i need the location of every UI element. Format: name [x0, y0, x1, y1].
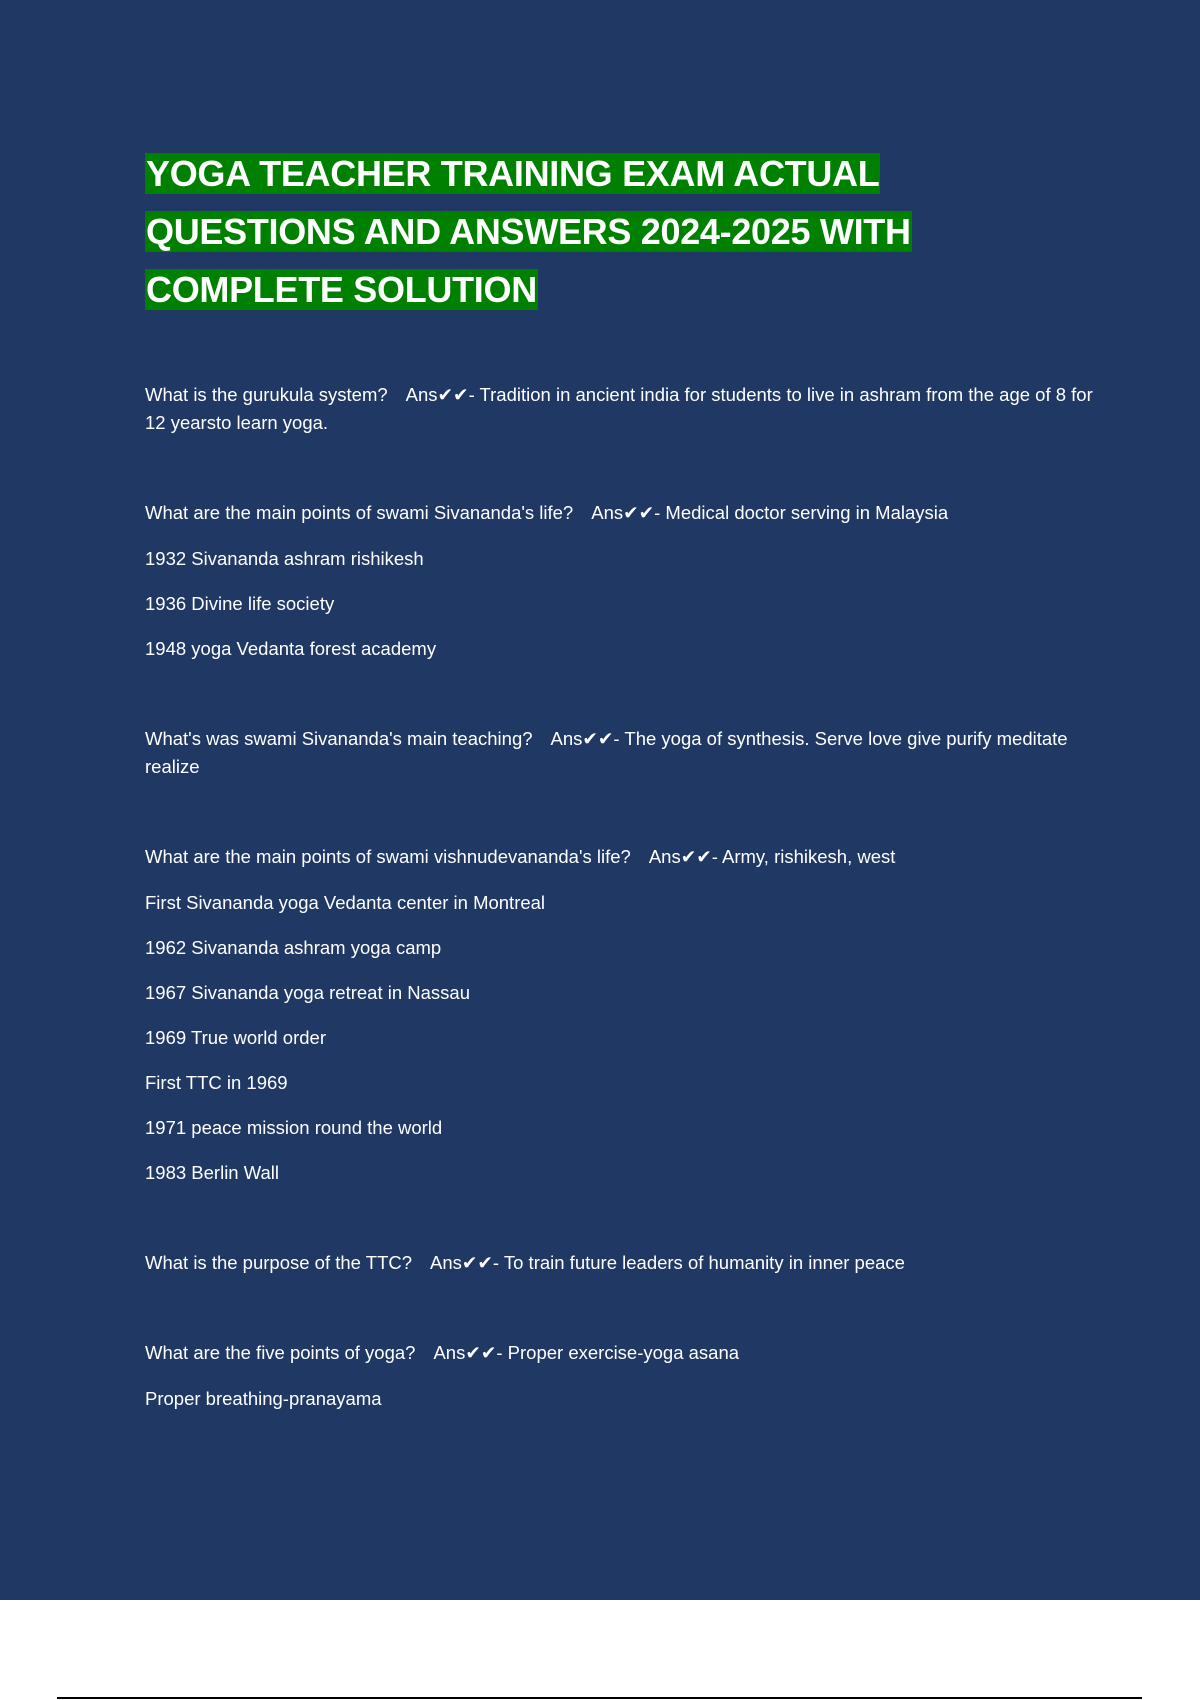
answer-label: Ans✔✔ [433, 1342, 497, 1363]
answer-label: Ans✔✔ [405, 384, 469, 405]
qa-item [145, 499, 1095, 663]
answer-extra-line: First TTC in 1969 [145, 1072, 288, 1093]
document-title [145, 145, 1095, 319]
qa-list [145, 381, 1095, 1413]
question-text: What are the main points of swami Sivananda's life? [145, 502, 574, 523]
title-line: YOGA TEACHER TRAINING EXAM ACTUAL [146, 153, 880, 194]
qa-item [145, 1249, 1095, 1277]
answer-text: - Tradition in ancient india for students to live in ashram from the age of 8 for 12 yearsto learn yoga. [145, 384, 1093, 433]
answer-text: - Medical doctor serving in Malaysia [654, 502, 949, 523]
answer-extra-line: Proper breathing-pranayama [145, 1388, 382, 1409]
question-text: What's was swami Sivananda's main teaching? [145, 728, 533, 749]
answer-extra-line: 1971 peace mission round the world [145, 1117, 443, 1138]
answer-text: - Army, rishikesh, west [711, 846, 896, 867]
answer-extra-line: 1967 Sivananda yoga retreat in Nassau [145, 982, 470, 1003]
answer-extra-line: 1932 Sivananda ashram rishikesh [145, 548, 424, 569]
answer-text: - Proper exercise-yoga asana [496, 1342, 740, 1363]
answer-label: Ans✔✔ [591, 502, 655, 523]
question-text: What is the purpose of the TTC? [145, 1252, 413, 1273]
document-content [145, 145, 1095, 1475]
title-line: QUESTIONS AND ANSWERS 2024-2025 WITH [146, 211, 911, 252]
answer-text: - To train future leaders of humanity in inner peace [492, 1252, 905, 1273]
question-text: What is the gurukula system? [145, 384, 388, 405]
answer-extra-lines [145, 1385, 1095, 1413]
answer-extra-lines [145, 545, 1095, 663]
answer-extra-line: 1962 Sivananda ashram yoga camp [145, 937, 442, 958]
answer-text: - The yoga of synthesis. Serve love give purify meditate realize [145, 728, 1068, 777]
answer-extra-line: First Sivananda yoga Vedanta center in Montreal [145, 892, 546, 913]
qa-item [145, 1339, 1095, 1413]
answer-extra-line: 1969 True world order [145, 1027, 326, 1048]
question-text: What are the main points of swami vishnudevananda's life? [145, 846, 631, 867]
qa-item [145, 725, 1095, 781]
answer-label: Ans✔✔ [550, 728, 614, 749]
answer-label: Ans✔✔ [648, 846, 712, 867]
answer-extra-line: 1983 Berlin Wall [145, 1162, 280, 1183]
answer-extra-line: 1936 Divine life society [145, 593, 335, 614]
title-line: COMPLETE SOLUTION [146, 269, 537, 310]
answer-extra-line: 1948 yoga Vedanta forest academy [145, 638, 437, 659]
question-text: What are the five points of yoga? [145, 1342, 416, 1363]
qa-item [145, 381, 1095, 437]
answer-label: Ans✔✔ [430, 1252, 493, 1273]
qa-item [145, 843, 1095, 1187]
footer-rule [57, 1697, 1142, 1699]
answer-extra-lines [145, 889, 1095, 1187]
